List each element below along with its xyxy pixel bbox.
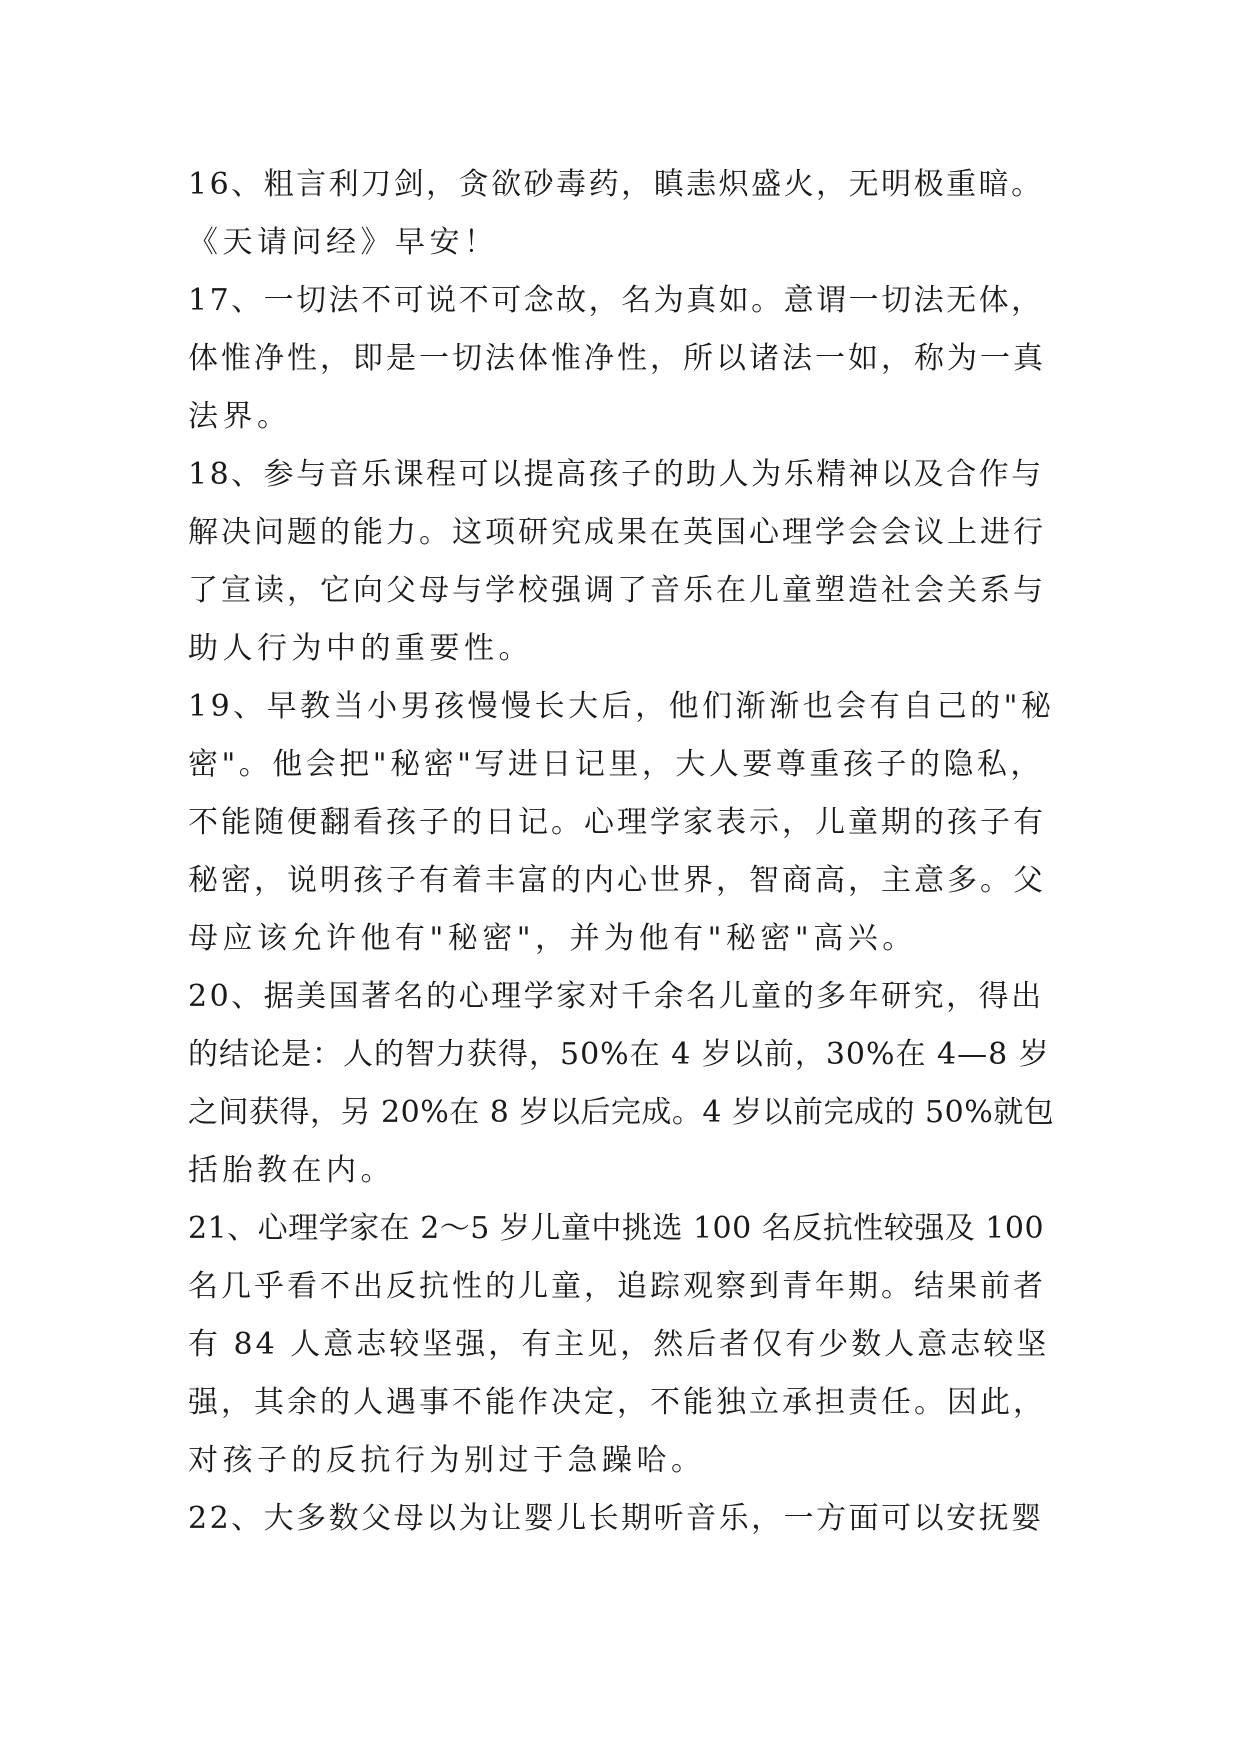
text-line: 21、心理学家在 2～5 岁儿童中挑选 100 名反抗性较强及 100 — [188, 1211, 1045, 1246]
text-line: 的结论是：人的智力获得，50%在 4 岁以前，30%在 4—8 岁 — [188, 1037, 1050, 1072]
text-line: 《天请问经》早安！ — [188, 225, 499, 260]
text-line: 秘密，说明孩子有着丰富的内心世界，智商高，主意多。父 — [188, 863, 1046, 898]
text-line: 16、粗言利刀剑，贪欲砂毒药，瞋恚炽盛火，无明极重暗。 — [188, 167, 1044, 202]
text-line: 强，其余的人遇事不能作决定，不能独立承担责任。因此， — [188, 1385, 1046, 1420]
text-line: 助人行为中的重要性。 — [188, 631, 533, 666]
text-line: 体惟净性，即是一切法体惟净性，所以诸法一如，称为一真 — [188, 341, 1046, 376]
text-line: 有 84 人意志较坚强，有主见，然后者仅有少数人意志较坚 — [188, 1327, 1050, 1362]
text-line: 17、一切法不可说不可念故，名为真如。意谓一切法无体， — [188, 283, 1044, 318]
text-line: 解决问题的能力。这项研究成果在英国心理学会会议上进行 — [188, 515, 1046, 550]
text-line: 之间获得，另 20%在 8 岁以后完成。4 岁以前完成的 50%就包 — [188, 1095, 1055, 1130]
text-line: 母应该允许他有"秘密"，并为他有"秘密"高兴。 — [188, 921, 917, 956]
text-line: 括胎教在内。 — [188, 1153, 395, 1188]
text-line: 18、参与音乐课程可以提高孩子的助人为乐精神以及合作与 — [188, 457, 1044, 492]
text-line: 了宣读，它向父母与学校强调了音乐在儿童塑造社会关系与 — [188, 573, 1046, 608]
text-line: 对孩子的反抗行为别过于急躁哈。 — [188, 1443, 706, 1478]
text-line: 19、早教当小男孩慢慢长大后，他们渐渐也会有自己的"秘 — [188, 689, 1055, 724]
text-line: 密"。他会把"秘密"写进日记里，大人要尊重孩子的隐私， — [188, 747, 1044, 782]
text-line: 20、据美国著名的心理学家对千余名儿童的多年研究，得出 — [188, 979, 1044, 1014]
text-line: 22、大多数父母以为让婴儿长期听音乐，一方面可以安抚婴 — [188, 1501, 1044, 1536]
text-line: 不能随便翻看孩子的日记。心理学家表示，儿童期的孩子有 — [188, 805, 1046, 840]
text-line: 名几乎看不出反抗性的儿童，追踪观察到青年期。结果前者 — [188, 1269, 1046, 1304]
text-line: 法界。 — [188, 399, 292, 434]
